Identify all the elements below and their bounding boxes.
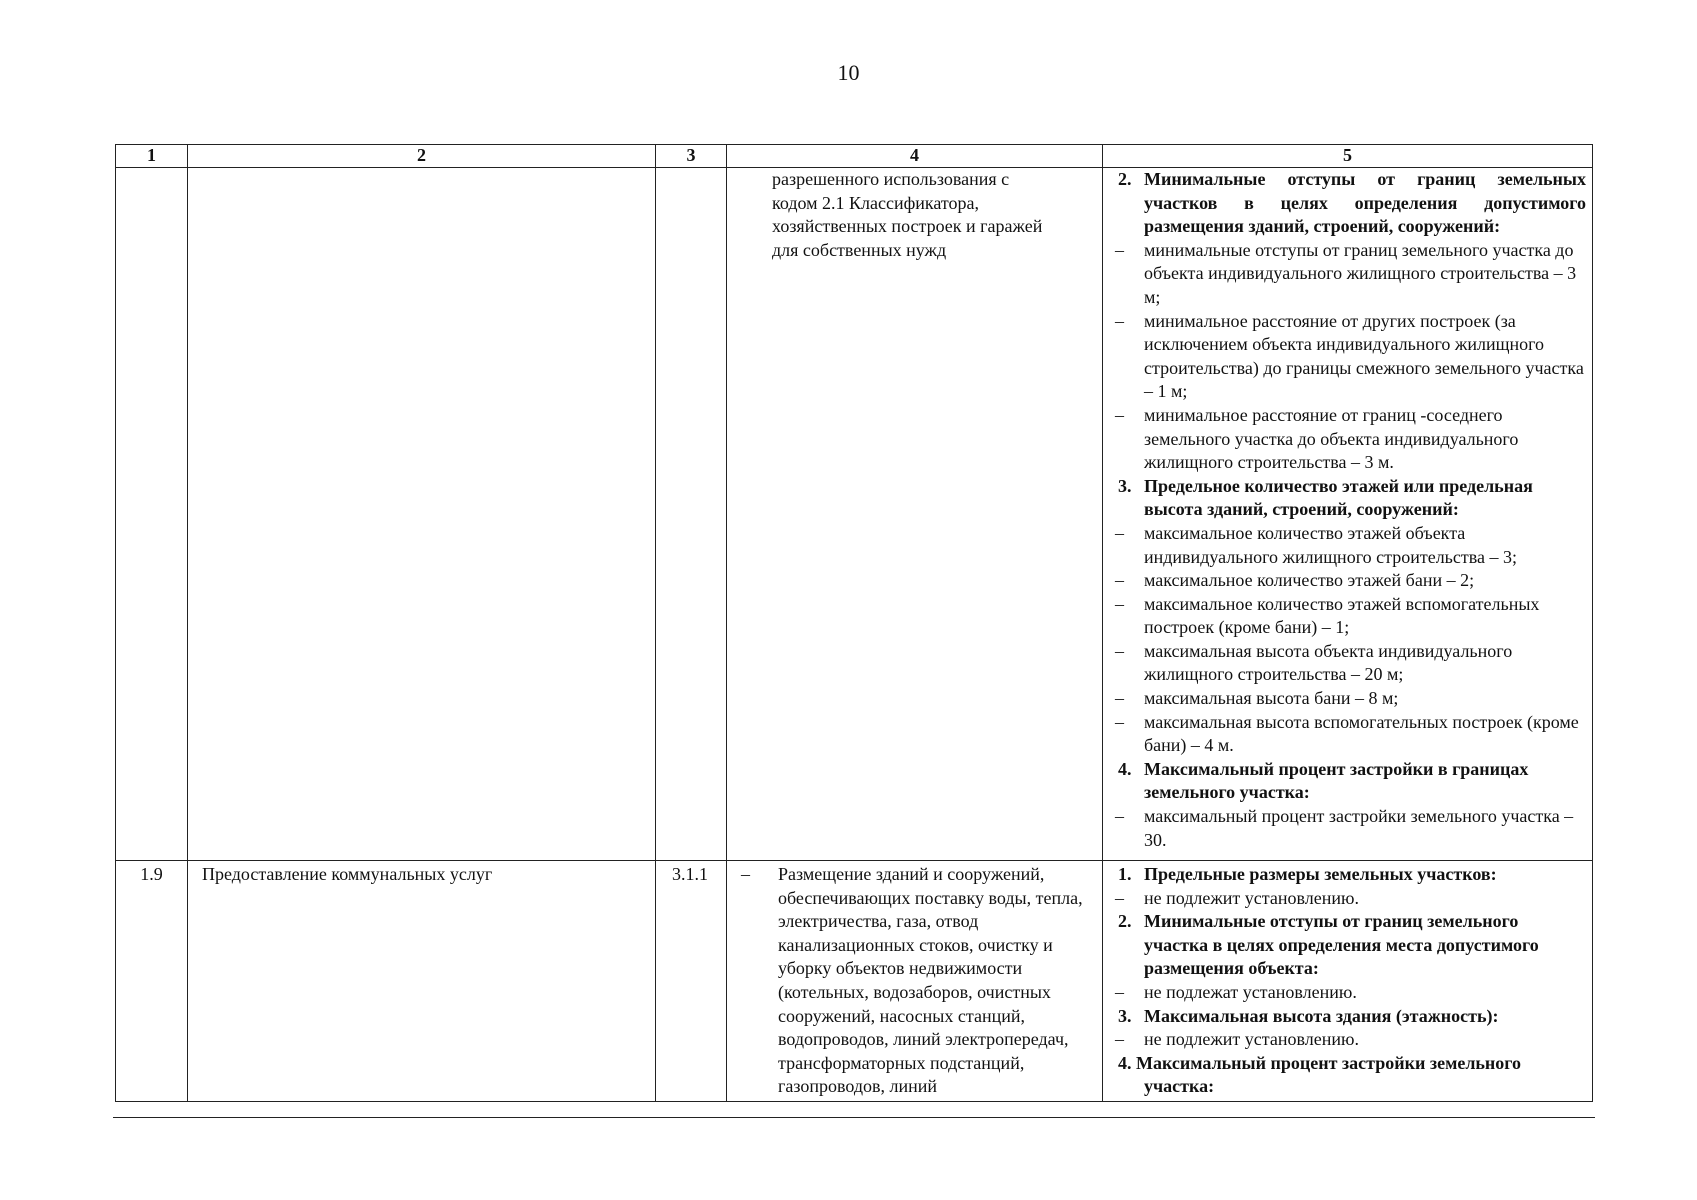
parameter-item: – минимальное расстояние от границ -соседнего земельного участка до объекта индивидуального жилищного строительства – 3 м. (1115, 404, 1519, 473)
row-number-cell: 1.9 (116, 861, 188, 1102)
parameter-item: – максимальная высота объекта индивидуального жилищного строительства – 20 м; (1115, 640, 1513, 685)
parameter-item: – максимальное количество этажей объекта индивидуального жилищного строительства – 3; (1115, 522, 1517, 567)
column-number-1: 1 (116, 145, 188, 168)
parameter-item: – не подлежат установлению. (1115, 981, 1357, 1002)
parameters-cell (1103, 861, 1593, 1102)
parameter-item: – не подлежит установлению. (1115, 1029, 1359, 1050)
parameter-item: – минимальное расстояние от других построек (за исключением объекта индивидуального жилищного строительства) до границы смежного земельного участка – 1 м; (1115, 310, 1584, 402)
parameter-heading: 3. Максимальная высота здания (этажность): (1118, 1005, 1499, 1026)
description-cell (727, 168, 1103, 861)
parameter-heading: 2. Минимальные отступы от границ земельного участка в целях определения места допустимого размещения объекта: (1118, 911, 1539, 979)
description-line: хозяйственных построек и гаражей (772, 216, 1043, 237)
parameter-heading: 1. Предельные размеры земельных участков: (1118, 864, 1497, 884)
parameter-heading: 4. Максимальный процент застройки в границах земельного участка: (1118, 758, 1529, 803)
page-number: 10 (837, 60, 860, 85)
parameter-heading: 3. Предельное количество этажей или предельная высота зданий, строений, сооружений: (1118, 475, 1533, 520)
parameter-heading: 4. Максимальный процент застройки земельного участка: (1118, 1052, 1522, 1097)
column-number-5: 5 (1103, 145, 1593, 168)
description-line: разрешенного использования с (772, 169, 1010, 189)
table-header-row (116, 145, 1593, 168)
parameters-cell (1103, 168, 1593, 861)
parameter-item: – максимальное количество этажей бани – 2; (1115, 570, 1475, 591)
row-number-cell (116, 168, 188, 861)
parameter-item: – максимальная высота вспомогательных построек (кроме бани) – 4 м. (1115, 711, 1579, 756)
description-text: Размещение зданий и сооружений, обеспечивающих поставку воды, тепла, электричества, газа, отвод канализационных стоков, очистку и уборку объектов недвижимости (котельных, водозаборов, очистных сооружений, насосных станций, водопроводов, линий электропередач, трансформаторных подстанций, газопроводов, линий (778, 864, 1083, 1097)
parameter-item: – максимальная высота бани – 8 м; (1115, 688, 1399, 709)
parameter-heading: 2. Минимальные отступы от границ земельных участков в целях определения допустимого размещения зданий, строений, сооружений: (1118, 169, 1586, 237)
code-cell: 3.1.1 (656, 861, 727, 1102)
description-line: кодом 2.1 Классификатора, (772, 192, 980, 213)
regulations-table (115, 144, 1593, 1102)
use-name-cell (188, 168, 656, 861)
use-name-cell: Предоставление коммунальных услуг (188, 861, 656, 1102)
code-cell (656, 168, 727, 861)
table-row (116, 861, 1593, 1102)
description-line: для собственных нужд (772, 239, 947, 260)
table-row (116, 168, 1593, 861)
column-number-4: 4 (727, 145, 1103, 168)
column-number-3: 3 (656, 145, 727, 168)
parameter-item: – не подлежит установлению. (1115, 887, 1359, 908)
parameter-item: – максимальное количество этажей вспомогательных построек (кроме бани) – 1; (1115, 593, 1540, 638)
description-dash: – (741, 864, 750, 884)
parameter-item: – максимальный процент застройки земельного участка – 30. (1115, 806, 1574, 850)
parameter-item: – минимальные отступы от границ земельного участка до объекта индивидуального жилищного строительства – 3 м; (1115, 239, 1577, 307)
page-footer-rule (113, 1117, 1595, 1118)
column-number-2: 2 (188, 145, 656, 168)
description-cell (727, 861, 1103, 1102)
